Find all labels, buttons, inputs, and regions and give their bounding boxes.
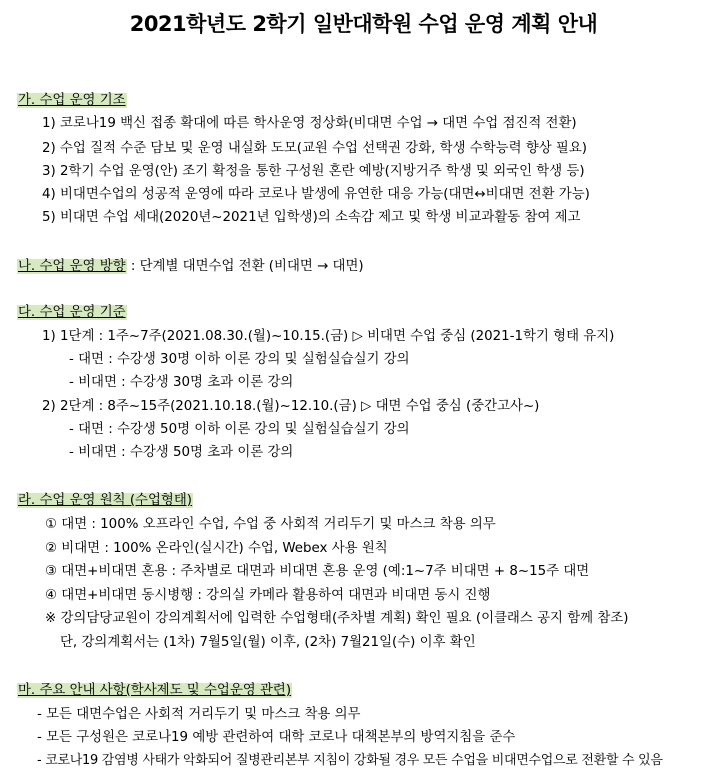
stage-1-face: - 대면 : 수강생 30명 이하 이론 강의 및 실험실습실기 강의 xyxy=(69,352,410,367)
list-item: 1) 코로나19 백신 접종 확대에 따른 학사운영 정상화(비대면 수업 → 대면 수업 점진적 전환) xyxy=(42,116,577,131)
notice-item: - 모든 구성원은 코로나19 예방 관련하여 대학 코로나 대책본부의 방역지침을 준수 xyxy=(37,730,516,745)
principle-item: ③ 대면+비대면 혼용 : 주차별로 대면과 비대면 혼용 운영 (예:1~7주 비대면 + 8~15주 대면 xyxy=(45,564,590,579)
stage-2-online: - 비대면 : 수강생 50명 초과 이론 강의 xyxy=(69,445,294,460)
section-heading-ma xyxy=(17,681,292,701)
principle-note-2: 단, 강의계획서는 (1차) 7월5일(월) 이후, (2차) 7월21일(수) 이후 확인 xyxy=(60,635,476,650)
section-heading-da xyxy=(17,303,127,323)
notice-item: - 코로나19 감염병 사태가 악화되어 질병관리본부 지침이 강화될 경우 모든 수업을 비대면수업으로 전환할 수 있음 xyxy=(37,753,663,768)
notice-item: - 모든 대면수업은 사회적 거리두기 및 마스크 착용 의무 xyxy=(37,707,361,722)
stage-2: 2) 2단계 : 8주~15주(2021.10.18.(월)~12.10.(금) ▷ 대면 수업 중심 (중간고사~) xyxy=(42,399,540,414)
list-item: 5) 비대면 수업 세대(2020년~2021년 입학생)의 소속감 제고 및 학생 비교과활동 참여 제고 xyxy=(42,210,581,225)
section-heading-ra-label: 라. 수업 운영 원칙 (수업형태) xyxy=(18,493,193,508)
section-heading-ga xyxy=(17,91,127,111)
section-heading-na-label: 나. 수업 운영 방향 xyxy=(18,259,126,274)
principle-item: ① 대면 : 100% 오프라인 수업, 수업 중 사회적 거리두기 및 마스크 착용 의무 xyxy=(45,517,496,532)
stage-1: 1) 1단계 : 1주~7주(2021.08.30.(월)~10.15.(금) ▷ 비대면 수업 중심 (2021-1학기 형태 유지) xyxy=(42,329,615,344)
list-item: 2) 수업 질적 수준 담보 및 운영 내실화 도모(교원 수업 선택권 강화, 학생 수학능력 향상 필요) xyxy=(42,141,588,156)
section-na-text: : 단계별 대면수업 전환 (비대면 → 대면) xyxy=(126,259,364,274)
section-heading-na xyxy=(17,257,364,277)
list-item: 3) 2학기 수업 운영(안) 조기 확정을 통한 구성원 혼란 예방(지방거주 학생 및 외국인 학생 등) xyxy=(42,164,585,179)
section-heading-ma-label: 마. 주요 안내 사항(학사제도 및 수업운영 관련) xyxy=(18,683,292,698)
section-heading-ga-label: 가. 수업 운영 기조 xyxy=(18,93,126,108)
section-heading-da-label: 다. 수업 운영 기준 xyxy=(18,305,126,320)
list-item: 4) 비대면수업의 성공적 운영에 따라 코로나 발생에 유연한 대응 가능(대면↔비대면 전환 가능) xyxy=(42,187,590,202)
stage-1-online: - 비대면 : 수강생 30명 초과 이론 강의 xyxy=(69,375,294,390)
principle-item: ④ 대면+비대면 동시병행 : 강의실 카메라 활용하여 대면과 비대면 동시 진행 xyxy=(45,588,491,603)
principle-note: ※ 강의담당교원이 강의계획서에 입력한 수업형태(주차별 계획) 확인 필요 (이클래스 공지 함께 참조) xyxy=(45,611,629,626)
stage-2-face: - 대면 : 수강생 50명 이하 이론 강의 및 실험실습실기 강의 xyxy=(69,422,410,437)
document-title: 2021학년도 2학기 일반대학원 수업 운영 계획 안내 xyxy=(129,12,598,36)
principle-item: ② 비대면 : 100% 온라인(실시간) 수업, Webex 사용 원칙 xyxy=(45,541,388,556)
section-heading-ra xyxy=(17,491,193,511)
